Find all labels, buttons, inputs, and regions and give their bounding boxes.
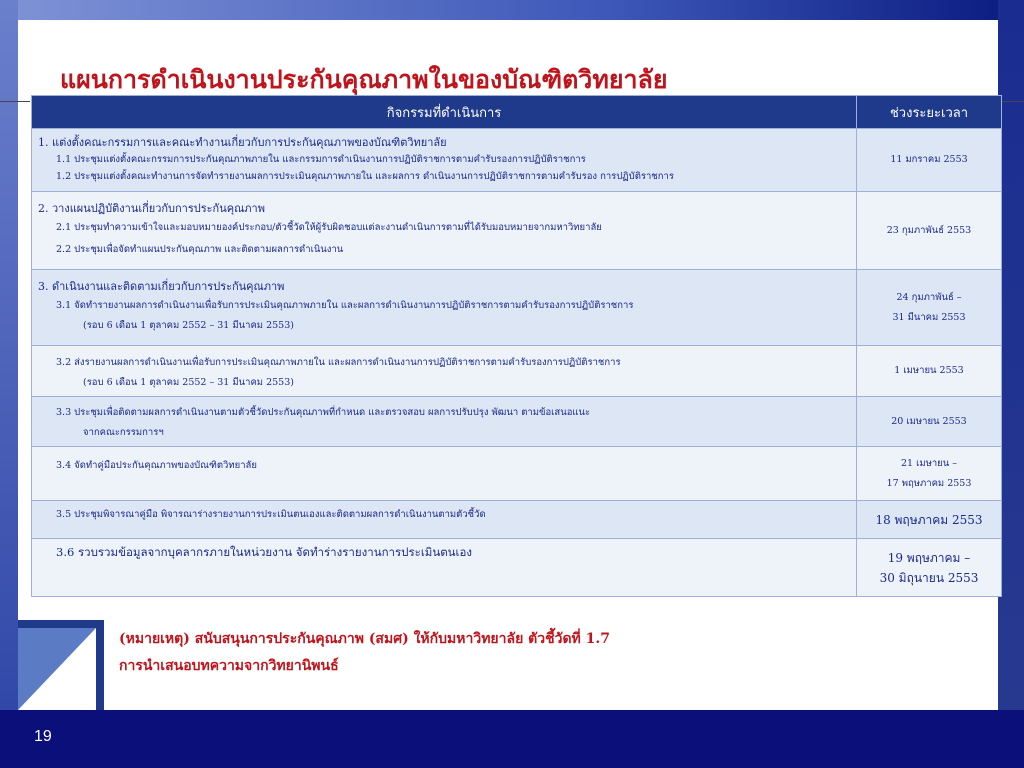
table-row [32,501,1002,539]
activity-subitem: 3.5 ประชุมพิจารณาคู่มือ พิจารณาร่างรายงานการประเมินตนเองและติดตามผลการดำเนินงานตามตัวชี้วัด [56,509,486,520]
activity-cell [32,539,857,597]
header-period: ช่วงระยะเวลา [857,96,1002,129]
activity-heading: 2. วางแผนปฏิบัติงานเกี่ยวกับการประกันคุณภาพ [38,202,265,215]
period-text: 18 พฤษภาคม 2553 [875,512,983,527]
activity-cell [32,397,857,447]
plan-table [31,95,1002,597]
table-row [32,270,1002,346]
period-cell [857,346,1002,397]
table-row [32,447,1002,501]
period-text: 1 เมษายน 2553 [894,365,964,376]
period-text: 19 พฤษภาคม – [887,550,971,565]
header-activity: กิจกรรมที่ดำเนินการ [32,96,857,129]
activity-subnote: (รอบ 6 เดือน 1 ตุลาคม 2552 – 31 มีนาคม 2553) [83,377,294,388]
period-cell [857,397,1002,447]
period-cell [857,129,1002,192]
table-row [32,129,1002,192]
left-gradient-bar [0,0,18,710]
period-text: 20 เมษายน 2553 [891,415,967,427]
page-number: 19 [34,728,52,745]
table-header-row [32,96,1002,129]
period-text: 23 กุมภาพันธ์ 2553 [886,224,972,236]
activity-subitem: 1.1 ประชุมแต่งตั้งคณะกรรมการประกันคุณภาพภายใน และกรรมการดำเนินงานการปฏิบัติราชการตามคำรับรองการปฏิบัติราชการ [56,154,586,165]
activity-cell [32,501,857,539]
table-row [32,397,1002,447]
period-cell [857,539,1002,597]
period-cell [857,270,1002,346]
title-rule-left [0,101,30,102]
activity-subitem: 3.2 ส่งรายงานผลการดำเนินงานเพื่อรับการประเมินคุณภาพภายใน และผลการดำเนินงานการปฏิบัติราชการตามคำรับรองการปฏิบัติราชการ [56,357,621,368]
activity-subitem: 3.6 รวบรวมข้อมูลจากบุคลากรภายในหน่วยงาน จัดทำร่างรายงานการประเมินตนเอง [56,545,472,559]
period-text: 31 มีนาคม 2553 [892,311,966,323]
period-text: 30 มิถุนายน 2553 [879,570,979,585]
activity-cell [32,270,857,346]
activity-cell [32,447,857,501]
activity-subitem: 2.1 ประชุมทำความเข้าใจและมอบหมายองค์ประกอบ/ตัวชี้วัดให้ผู้รับผิดชอบแต่ละงานดำเนินการตามที่ได้รับมอบหมายจากมหาวิทยาลัย [56,222,602,233]
slide-title: แผนการดำเนินงานประกันคุณภาพในของบัณฑิตวิทยาลัย [60,65,668,94]
remark-line-1: (หมายเหตุ) สนับสนุนการประกันคุณภาพ (สมศ) ให้กับมหาวิทยาลัย ตัวชี้วัดที่ 1.7 [119,631,611,647]
period-text: 11 มกราคม 2553 [890,154,968,165]
activity-subitem: 1.2 ประชุมแต่งตั้งคณะทำงานการจัดทำรายงานผลการประเมินคุณภาพภายใน และผลการ ดำเนินงานการปฏิบัติราชการตามคำรับรอง การปฏิบัติราชการ [56,171,674,182]
period-text: 21 เมษายน – [900,457,958,469]
activity-subnote: จากคณะกรรมการฯ [83,427,164,438]
period-cell [857,501,1002,539]
table-row [32,346,1002,397]
activity-subitem: 3.3 ประชุมเพื่อติดตามผลการดำเนินงานตามตัวชี้วัดประกันคุณภาพที่กำหนด และตรวจสอบ ผลการปรับปรุง พัฒนา ตามข้อเสนอแนะ [56,407,591,418]
activity-cell [32,346,857,397]
activity-subitem: 3.4 จัดทำคู่มือประกันคุณภาพของบัณฑิตวิทยาลัย [56,460,257,471]
activity-heading: 1. แต่งตั้งคณะกรรมการและคณะทำงานเกี่ยวกับการประกันคุณภาพของบัณฑิตวิทยาลัย [38,136,447,149]
period-text: 17 พฤษภาคม 2553 [886,477,972,489]
activity-subitem: 2.2 ประชุมเพื่อจัดทำแผนประกันคุณภาพ และติดตามผลการดำเนินงาน [56,244,344,255]
footer-bar [0,710,1024,768]
period-cell [857,192,1002,270]
table-row [32,539,1002,597]
remark-note [119,626,610,680]
activity-cell [32,129,857,192]
title-rule-right [1002,101,1024,102]
remark-line-2: การนำเสนอบทความจากวิทยานิพนธ์ [119,658,339,674]
top-gradient-bar [0,0,1024,20]
activity-subitem: 3.1 จัดทำรายงานผลการดำเนินงานเพื่อรับการประเมินคุณภาพภายใน และผลการดำเนินงานการปฏิบัติราชการตามคำรับรองการปฏิบัติราชการ [56,300,634,311]
activity-heading: 3. ดำเนินงานและติดตามเกี่ยวกับการประกันคุณภาพ [38,280,285,293]
activity-subnote: (รอบ 6 เดือน 1 ตุลาคม 2552 – 31 มีนาคม 2553) [83,320,294,331]
period-cell [857,447,1002,501]
period-text: 24 กุมภาพันธ์ – [896,291,962,303]
table-row [32,192,1002,270]
activity-cell [32,192,857,270]
corner-triangle-decoration [18,628,96,710]
